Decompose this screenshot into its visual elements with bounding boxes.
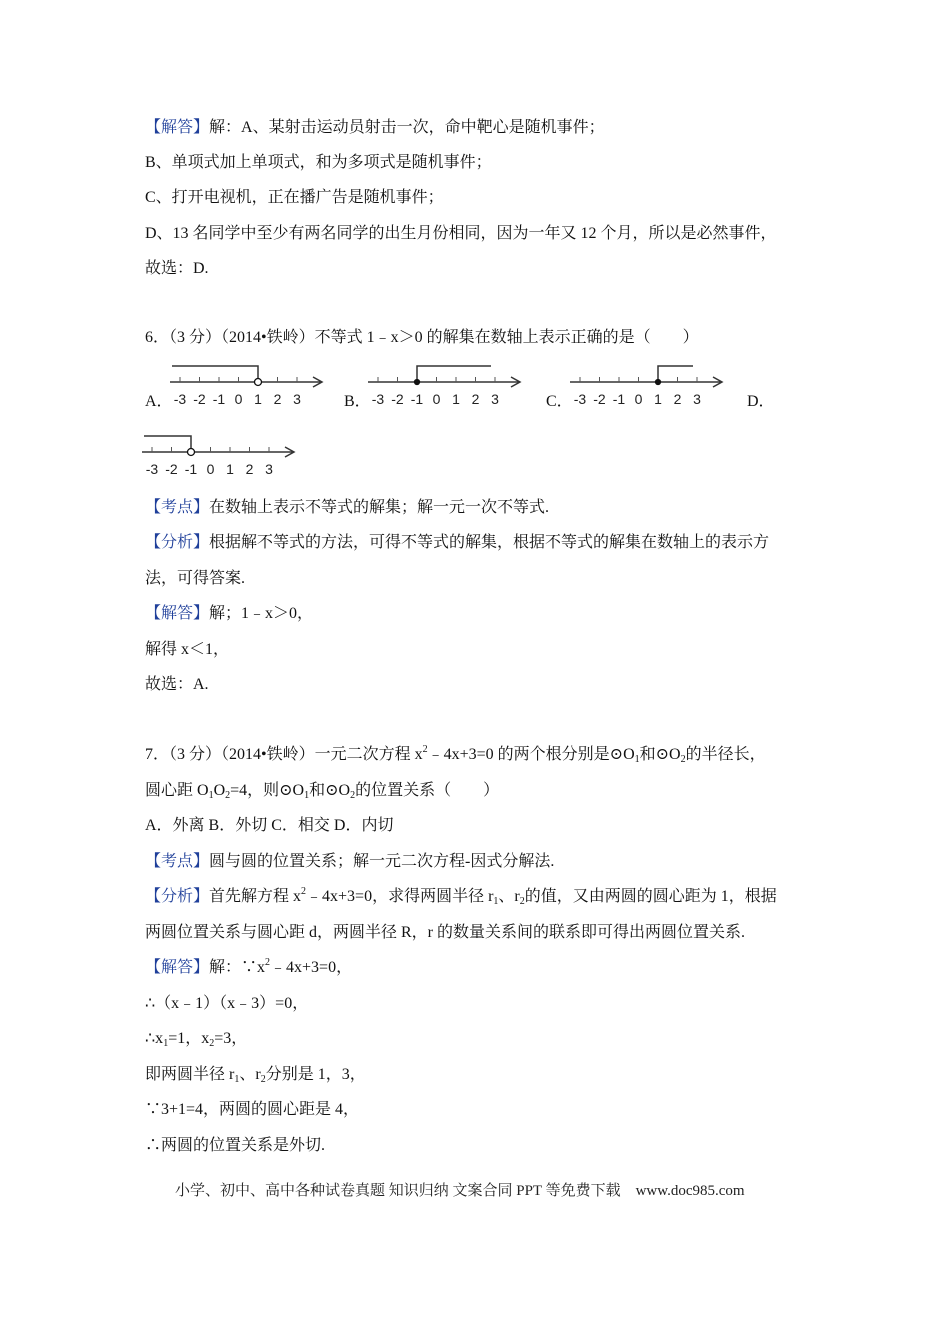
q7-jieda-line2: ∴（x﹣1）（x﹣3）=0，	[145, 995, 309, 1012]
open-point	[188, 449, 195, 456]
q7-kaodian: 【考点】圆与圆的位置关系；解一元二次方程-因式分解法.	[145, 853, 555, 870]
tick-label: 1	[254, 391, 262, 407]
tick-label: 3	[293, 391, 301, 407]
tick-label: 0	[234, 391, 243, 407]
q6-option-d-number-line	[142, 432, 297, 480]
q7-jieda-line4: 即两圆半径 $r_1$、$r_2$分别是 1，3，	[145, 1066, 366, 1085]
q7-stem-line1: 7．（3 分）（2014•铁岭）一元二次方程 $x^2﹣4x+3=0$ 的两个根分别是$⊙O_1$和$⊙O_2$的半径长，	[145, 744, 766, 765]
q7-jieda-line5: ∵3+1=4，两圆的圆心距是 4，	[145, 1101, 360, 1118]
tick-label: -3	[145, 461, 159, 477]
tick-label: -2	[165, 461, 178, 477]
open-point	[255, 379, 262, 386]
tick-label: -3	[173, 391, 187, 407]
tick-label: 0	[206, 461, 215, 477]
tick-label: 0	[432, 391, 441, 407]
q5-answer-line3: C、打开电视机，正在播广告是随机事件；	[145, 189, 444, 206]
q7-jieda-line6: ∴两圆的位置关系是外切.	[145, 1137, 326, 1154]
q6-option-a-label: A．	[145, 393, 173, 410]
number-line-svg	[368, 362, 523, 410]
tick-label: 0	[634, 391, 643, 407]
q5-answer-line4: D、13 名同学中至少有两名同学的出生月份相同，因为一年又 12 个月，所以是必然事件，	[145, 225, 777, 242]
tick-label: 2	[245, 461, 254, 477]
tick-label: -3	[371, 391, 385, 407]
tick-label: 3	[693, 391, 701, 407]
q6-option-a-number-line	[170, 362, 325, 410]
q6-fenxi-line1: 【分析】根据解不等式的方法，可得不等式的解集，根据不等式的解集在数轴上的表示方	[145, 534, 770, 551]
number-line-svg	[570, 362, 725, 410]
tick-label: -1	[212, 391, 226, 407]
q6-jieda-line2: 解得 x＜1，	[145, 641, 230, 658]
q6-option-b-label: B．	[344, 393, 371, 410]
tick-label: 1	[654, 391, 662, 407]
q6-option-c-label: C．	[546, 393, 573, 410]
page-footer: 小学、初中、高中各种试卷真题 知识归纳 文案合同 PPT 等免费下载 www.doc985.com	[175, 1183, 745, 1199]
tick-label: -2	[193, 391, 206, 407]
solution-bracket	[144, 436, 191, 452]
q5-answer-line1: 【解答】解：A、某射击运动员射击一次，命中靶心是随机事件；	[145, 119, 605, 136]
tick-label: 2	[673, 391, 682, 407]
q6-kaodian: 【考点】在数轴上表示不等式的解集；解一元一次不等式.	[145, 499, 550, 516]
tick-label: 1	[226, 461, 234, 477]
number-line-svg	[142, 432, 297, 480]
answer-tag: 【解答】	[145, 119, 210, 136]
q7-jieda-line3: $\therefore x_1=1$，$x_2=3$，	[145, 1030, 248, 1049]
tick-label: -2	[391, 391, 404, 407]
tick-label: -1	[184, 461, 198, 477]
solution-bracket	[417, 366, 491, 382]
closed-point	[656, 380, 661, 385]
q7-jieda-line1: 【解答】解：$\because x^2﹣4x+3=0$，	[145, 957, 353, 976]
closed-point	[415, 380, 420, 385]
q7-stem-line2: 圆心距 $O_1O_2=4$，则$⊙O_1$和$⊙O_2$的位置关系（ ）	[145, 782, 500, 801]
q5-answer-line5: 故选：D.	[145, 260, 209, 277]
solution-bracket	[658, 366, 693, 382]
tick-label: -2	[593, 391, 606, 407]
tick-label: 2	[471, 391, 480, 407]
solution-bracket	[172, 366, 258, 382]
tick-label: 3	[265, 461, 273, 477]
tick-label: 3	[491, 391, 499, 407]
q6-jieda-line3: 故选：A.	[145, 676, 209, 693]
q7-options: A．外离 B．外切 C．相交 D．内切	[145, 817, 394, 834]
q6-option-b-number-line	[368, 362, 523, 410]
q6-option-d-label: D．	[747, 393, 775, 410]
tick-label: -1	[410, 391, 424, 407]
q6-stem: 6．（3 分）（2014•铁岭）不等式 1﹣x＞0 的解集在数轴上表示正确的是（ ）	[145, 329, 699, 346]
q6-fenxi-line2: 法，可得答案.	[145, 570, 246, 587]
tick-label: -1	[612, 391, 626, 407]
q6-option-c-number-line	[570, 362, 725, 410]
tick-label: 2	[273, 391, 282, 407]
q7-fenxi-line1: 【分析】首先解方程 $x^2﹣4x+3=0$，求得两圆半径 $r_1$、$r_2$的值，又由两圆的圆心距为 1，根据	[145, 886, 777, 907]
number-line-svg	[170, 362, 325, 410]
tick-label: 1	[452, 391, 460, 407]
tick-label: -3	[573, 391, 587, 407]
q7-fenxi-line2: 两圆位置关系与圆心距 d，两圆半径 R，r 的数量关系间的联系即可得出两圆位置关系.	[145, 924, 746, 941]
q6-jieda-line1: 【解答】解；1﹣x＞0，	[145, 605, 314, 622]
q5-answer-line2: B、单项式加上单项式，和为多项式是随机事件；	[145, 154, 492, 171]
